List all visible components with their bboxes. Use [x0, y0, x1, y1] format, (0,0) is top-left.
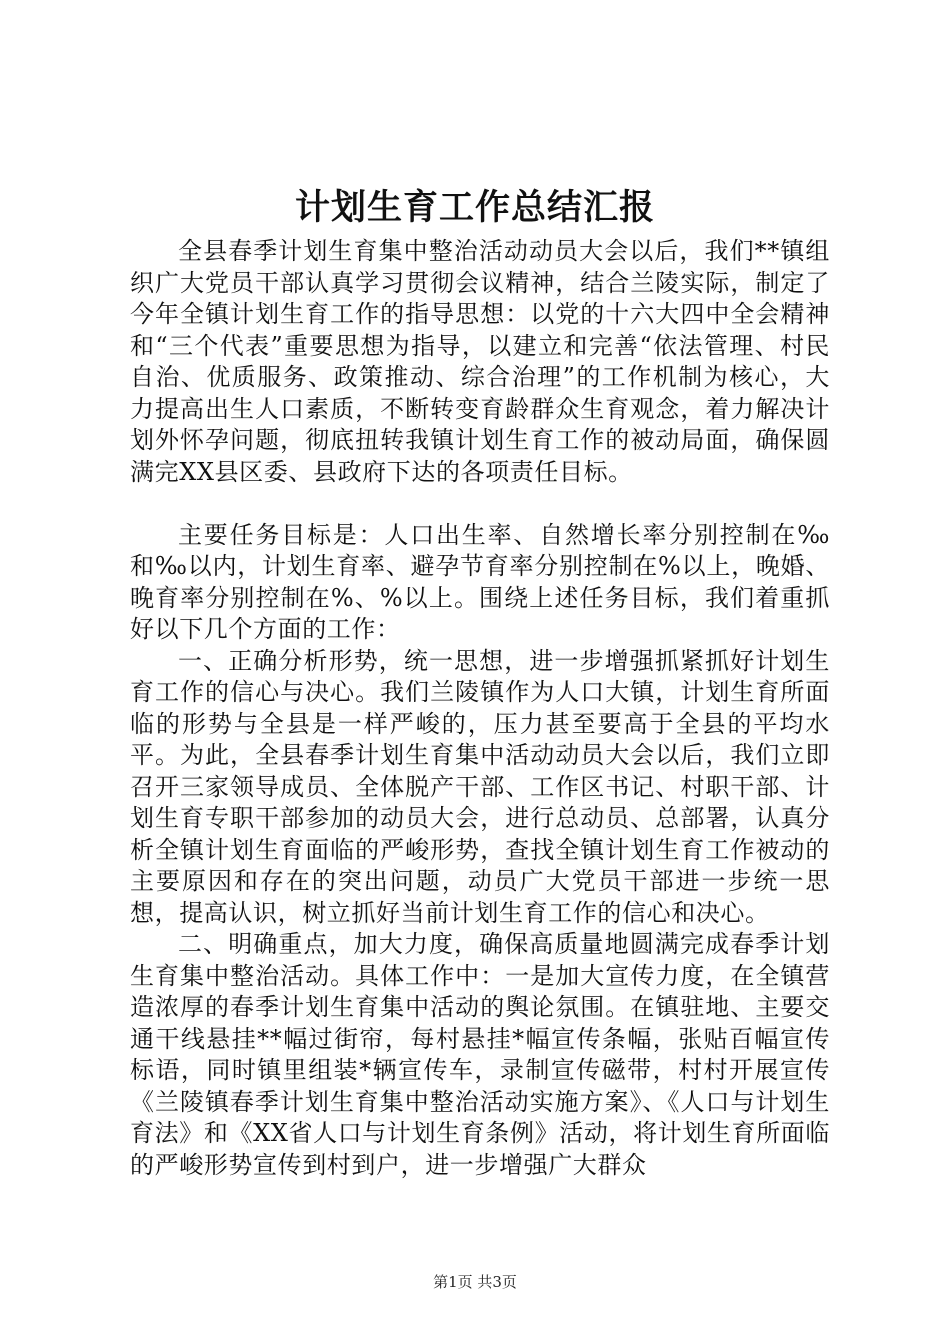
- page-number-footer: 第1页 共3页: [433, 1273, 517, 1291]
- paragraph-section-two: 二、明确重点，加大力度，确保高质量地圆满完成春季计划生育集中整治活动。具体工作中：一是加大宣传力度，在全镇营造浓厚的春季计划生育集中活动的舆论氛围。在镇驻地、主要交通干线悬挂**幅过街帘，每村悬挂*幅宣传条幅，张贴百幅宣传标语，同时镇里组装*辆宣传车，录制宣传磁带，村村开展宣传《兰陵镇春季计划生育集中整治活动实施方案》、《人口与计划生育法》和《XX省人口与计划生育条例》活动，将计划生育所面临的严峻形势宣传到村到户，进一步增强广大群众: [130, 930, 830, 1179]
- document-title: 计划生育工作总结汇报: [294, 187, 655, 228]
- paragraph-section-one: 一、正确分析形势，统一思想，进一步增强抓紧抓好计划生育工作的信心与决心。我们兰陵镇作为人口大镇，计划生育所面临的形势与全县是一样严峻的，压力甚至要高于全县的平均水平。为此，全县春季计划生育集中活动动员大会以后，我们立即召开三家领导成员、全体脱产干部、工作区书记、村职干部、计划生育专职干部参加的动员大会，进行总动员、总部署，认真分析全镇计划生育面临的严峻形势，查找全镇计划生育工作被动的主要原因和存在的突出问题，动员广大党员干部进一步统一思想，提高认识，树立抓好当前计划生育工作的信心和决心。: [130, 646, 830, 927]
- paragraph-intro: 全县春季计划生育集中整治活动动员大会以后，我们**镇组织广大党员干部认真学习贯彻会议精神，结合兰陵实际，制定了今年全镇计划生育工作的指导思想：以党的十六大四中全会精神和“三个代表”重要思想为指导，以建立和完善“依法管理、村民自治、优质服务、政策推动、综合治理”的工作机制为核心，大力提高出生人口素质，不断转变育龄群众生育观念，着力解决计划外怀孕问题，彻底扭转我镇计划生育工作的被动局面，确保圆满完XX县区委、县政府下达的各项责任目标。: [130, 237, 830, 486]
- paragraph-task-targets: 主要任务目标是：人口出生率、自然增长率分别控制在‰和‰以内，计划生育率、避孕节育率分别控制在%以上，晚婚、晚育率分别控制在%、%以上。围绕上述任务目标，我们着重抓好以下几个方面的工作：: [130, 520, 830, 643]
- document-body: [130, 236, 830, 1181]
